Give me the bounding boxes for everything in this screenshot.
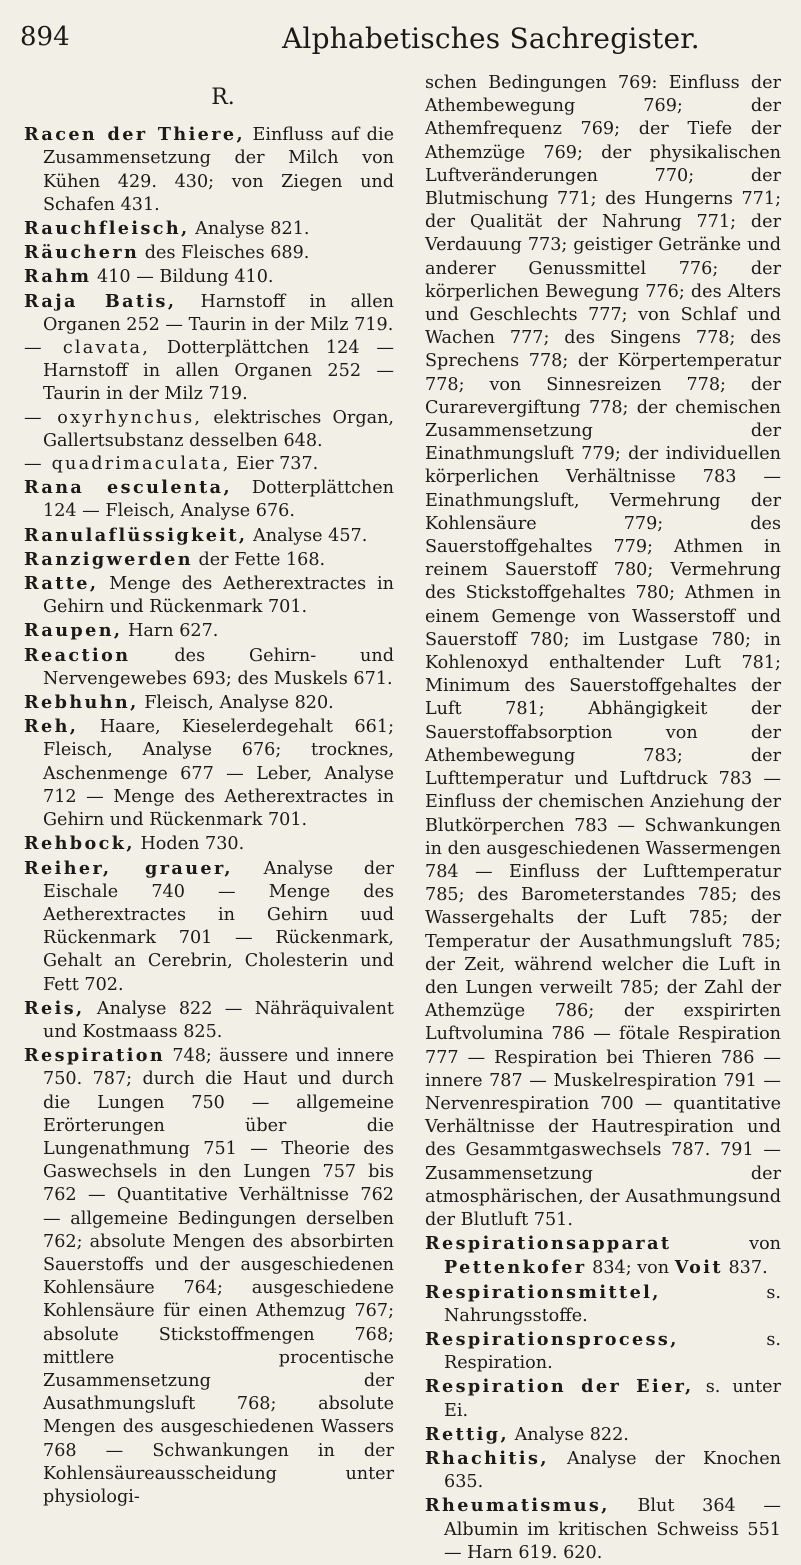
entry-text: des Gehirn- und Nervengewebes 693; des Muskels 671. bbox=[43, 645, 394, 689]
index-entry bbox=[24, 123, 394, 217]
entry-headword: Ratte, bbox=[24, 573, 99, 595]
entry-text: Harnstoff in allen Organen 252 — Taurin in der Milz 719. bbox=[43, 291, 394, 335]
entry-text: Harn 627. bbox=[122, 621, 219, 642]
entry-text: Analyse 821. bbox=[189, 219, 310, 240]
index-subentry bbox=[24, 453, 394, 476]
entry-text: Analyse 822. bbox=[508, 1424, 629, 1445]
index-entry bbox=[24, 476, 394, 523]
index-entry bbox=[425, 1494, 781, 1565]
entry-text: Analyse 822 — Nähräquivalent und Kostmaass 825. bbox=[43, 998, 394, 1042]
entry-headword: Reiher, grauer, bbox=[24, 857, 233, 879]
entry-text: Fleisch, Analyse 820. bbox=[138, 693, 334, 714]
entry-headword: Raja Batis, bbox=[24, 290, 177, 312]
entry-text: Analyse der Knochen 635. bbox=[444, 1448, 781, 1493]
entry-headword: Ranulaflüssigkeit, bbox=[24, 524, 248, 546]
index-entry bbox=[24, 524, 394, 548]
entry-headword: Respirationsmittel, bbox=[425, 1281, 661, 1303]
index-subentry bbox=[24, 407, 394, 453]
entry-headword: — quadrimaculata, bbox=[24, 454, 231, 475]
entry-headword: Rheumatismus, bbox=[425, 1495, 610, 1517]
entry-headword: Rhachitis, bbox=[425, 1447, 549, 1469]
index-entry bbox=[24, 857, 394, 997]
index-entry bbox=[24, 572, 394, 619]
index-subentry bbox=[24, 337, 394, 407]
index-entry bbox=[425, 1423, 781, 1447]
index-entry bbox=[24, 548, 394, 572]
entry-headword: Rahm bbox=[24, 266, 92, 288]
index-entry bbox=[24, 997, 394, 1044]
section-letter: R. bbox=[211, 85, 235, 110]
entry-text: Blut 364 — Albumin im kritischen Schweiss 551 — Harn 619. 620. bbox=[444, 1496, 781, 1563]
entry-headword: Rettig, bbox=[425, 1423, 509, 1445]
entry-text: Analyse der Eischale 740 — Menge des Aetherextractes in Gehirn uud Rückenmark 701 — Rückenmark, Gehalt an Cerebrin, Cholesterin und Fett 702. bbox=[43, 858, 395, 995]
entry-text: 837. bbox=[722, 1258, 768, 1279]
index-entry bbox=[24, 290, 394, 337]
index-entry bbox=[425, 1375, 781, 1422]
index-entry bbox=[425, 1232, 781, 1280]
entry-text: der Fette 168. bbox=[192, 549, 326, 570]
entry-headword: Racen der Thiere, bbox=[24, 124, 246, 146]
page-header bbox=[20, 14, 780, 58]
right-column bbox=[425, 72, 781, 1565]
index-entry bbox=[425, 1328, 781, 1375]
index-entry bbox=[425, 1281, 781, 1328]
entry-author-name: Voit bbox=[674, 1257, 723, 1279]
index-entry bbox=[24, 619, 394, 643]
page-number: 894 bbox=[20, 22, 70, 52]
entry-continuation: schen Bedingungen 769: Einfluss der Athembewegung 769; der Athemfrequenz 769; der Tiefe der Athemzüge 769; der physikalischen Luftveränderungen 770; der Blutmischung 771; des Hungerns 771; der Qualität der Nahrung 771; der Verdauung 773; geistiger Getränke und anderer Genussmittel 776; der körperlichen Bewegung 776; des Alters und Geschlechts 777; von Schlaf und Wachen 777; des Singens 778; des Sprechens 778; der Körpertemperatur 778; von Sinnesreizen 778; der Curarevergiftung 778; der chemischen Zusammensetzung der Einathmungsluft 779; der individuellen körperlichen Verhältnisse 783 — Einathmungsluft, Vermehrung der Kohlensäure 779; des Sauerstoffgehaltes 779; Athmen in reinem Sauerstoff 780; Vermehrung des Stickstoffgehaltes 780; Athmen in einem Gemenge von Wasserstoff und Sauerstoff 780; im Lustgase 780; in Kohlenoxyd enthaltender Luft 781; Minimum des Sauerstoffgehaltes der Luft 781; Abhängigkeit der Sauerstoffabsorption von der Athembewegung 783; der Lufttemperatur und Luftdruck 783 — Einfluss der chemischen Anziehung der Blutkörperchen 783 — Schwankungen in den ausgeschiedenen Wassermengen 784 — Einfluss der Lufttemperatur 785; des Barometerstandes 785; des Wassergehalts der Luft 785; der Temperatur der Ausathmungsluft 785; der Zeit, während welcher die Luft in den Lungen verweilt 785; der Zahl der Athemzüge 786; der exspirirten Luftvolumina 786 — fötale Respiration 777 — Respiration bei Thieren 786 — innere 787 — Muskelrespiration 791 — Nervenrespiration 700 — quantitative Verhältnisse der Hautrespiration und des Gesammtgaswechsels 787. 791 — Zusammensetzung der atmosphärischen, der Ausathmungsund der Blutluft 751. bbox=[425, 73, 781, 1230]
index-entry bbox=[24, 265, 394, 289]
entry-headword: — clavata, bbox=[24, 338, 151, 359]
index-entry bbox=[24, 715, 394, 832]
entry-headword: Respiration der Eier, bbox=[425, 1376, 694, 1398]
index-entry bbox=[24, 691, 394, 715]
entry-headword: Ranzigwerden bbox=[24, 548, 193, 570]
entry-text: Einfluss auf die Zusammensetzung der Milch von Kühen 429. 430; von Ziegen und Schafen 431. bbox=[43, 125, 394, 215]
entry-text: Menge des Aetherextractes in Gehirn und Rückenmark 701. bbox=[43, 574, 394, 618]
entry-text: s. Respiration. bbox=[444, 1329, 781, 1374]
entry-headword: — oxyrhynchus, bbox=[24, 407, 203, 428]
entry-text: des Fleisches 689. bbox=[139, 243, 310, 264]
entry-text: Haare, Kieselerdegehalt 661; Fleisch, Analyse 676; trocknes, Aschenmenge 677 — Leber, Analyse 712 — Menge des Aetherextractes in Gehirn und Rückenmark 701. bbox=[43, 717, 394, 831]
entry-text: elektrisches Organ, Gallertsubstanz desselben 648. bbox=[43, 407, 394, 451]
index-entry bbox=[425, 1447, 781, 1494]
entry-text: Hoden 730. bbox=[134, 834, 245, 855]
entry-headword: Respirationsprocess, bbox=[425, 1328, 679, 1350]
entry-text: Dotterplättchen 124 — Harnstoff in allen Organen 252 — Taurin in der Milz 719. bbox=[43, 338, 394, 405]
entry-text: 410 — Bildung 410. bbox=[91, 267, 274, 288]
entry-headword: Respirationsapparat bbox=[425, 1233, 672, 1255]
entry-headword: Respiration bbox=[24, 1045, 166, 1067]
entry-text: 834; von bbox=[586, 1258, 675, 1279]
index-entry bbox=[24, 644, 394, 691]
left-column bbox=[24, 86, 394, 1509]
entry-text: s. Nahrungsstoffe. bbox=[444, 1282, 781, 1326]
entry-text: 748; äussere und innere 750. 787; durch die Haut und durch die Lungen 750 — allgemeine Erörterungen über die Lungenathmung 751 — Theorie des Gaswechsels in den Lungen 757 bis 762 — Quantitative Verhältnisse 762 — allgemeine Bedingungen derselben 762; absolute Mengen des absorbirten Sauerstoffs und der ausgeschiedenen Kohlensäure 764; ausgeschiedene Kohlensäure für einen Athemzug 767; absolute Stickstoffmengen 768; mittlere procentische Zusammensetzung der Ausathmungsluft 768; absolute Mengen des ausgeschiedenen Wassers 768 — Schwankungen in der Kohlensäureausscheidung unter physiologi- bbox=[43, 1046, 394, 1507]
entry-headword: Rebhuhn, bbox=[24, 692, 139, 714]
entry-text: Eier 737. bbox=[230, 454, 319, 475]
entry-headword: Raupen, bbox=[24, 620, 123, 642]
entry-text: Dotterplättchen 124 — Fleisch, Analyse 676. bbox=[43, 478, 394, 522]
running-title: Alphabetisches Sachregister. bbox=[282, 22, 700, 55]
entry-text: von bbox=[671, 1234, 781, 1255]
entry-author-name: Pettenkofer bbox=[444, 1257, 587, 1279]
index-entry bbox=[24, 241, 394, 265]
entry-headword: Reaction bbox=[24, 644, 131, 666]
entry-text: s. unter Ei. bbox=[444, 1377, 781, 1421]
index-entry bbox=[24, 832, 394, 856]
entry-headword: Reis, bbox=[24, 997, 85, 1019]
entry-headword: Rana esculenta, bbox=[24, 477, 232, 499]
index-entry bbox=[24, 1044, 394, 1509]
entry-headword: Rehbock, bbox=[24, 833, 135, 855]
index-entry bbox=[24, 217, 394, 241]
entry-text: Analyse 457. bbox=[247, 525, 368, 546]
entry-headword: Rauchfleisch, bbox=[24, 218, 190, 240]
entry-headword: Räuchern bbox=[24, 242, 140, 264]
entry-headword: Reh, bbox=[24, 716, 79, 738]
